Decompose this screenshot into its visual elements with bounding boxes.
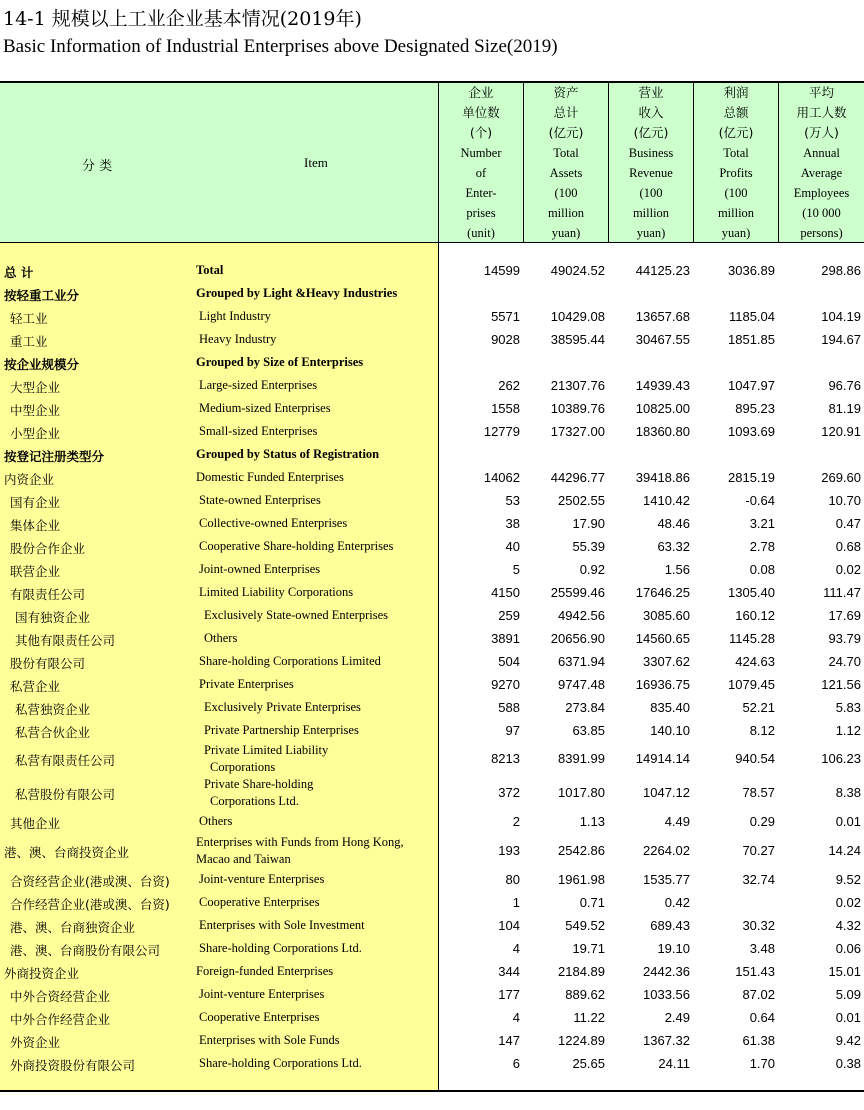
row-label-cn: 按轻重工业分	[4, 288, 80, 303]
cell-number-of-enterprises: 588	[498, 700, 520, 715]
header-line: of	[475, 166, 487, 180]
cell-number-of-enterprises: 4	[512, 941, 520, 956]
cell-number-of-enterprises: 12779	[483, 424, 520, 439]
cell-number-of-enterprises: 4	[512, 1010, 520, 1025]
cell-business-revenue: 14560.65	[635, 631, 690, 646]
cell-number-of-enterprises: 14599	[483, 263, 520, 278]
row-label-cn: 外商投资企业	[4, 966, 80, 981]
cell-total-profits: 1079.45	[728, 677, 775, 692]
cell-business-revenue: 63.32	[657, 539, 690, 554]
page-title-en: Basic Information of Industrial Enterprises above Designated Size(2019)	[3, 36, 558, 57]
cell-total-profits: 1305.40	[728, 585, 775, 600]
row-label-cn: 港、澳、台商股份有限公司	[10, 943, 161, 958]
row-label-cn: 大型企业	[10, 380, 61, 395]
header-item-en: Item	[304, 155, 328, 170]
header-col-annual-average-employees	[778, 83, 864, 242]
row-label-en: Medium-sized Enterprises	[199, 401, 331, 415]
cell-business-revenue: 16936.75	[635, 677, 690, 692]
row-label-en	[204, 776, 313, 810]
row-label-en: Heavy Industry	[199, 332, 277, 346]
cell-annual-average-employees: 120.91	[821, 424, 861, 439]
cell-annual-average-employees: 0.47	[835, 516, 861, 531]
cell-business-revenue: 24.11	[658, 1056, 690, 1071]
cell-total-profits: 61.38	[742, 1033, 775, 1048]
row-label-cn: 外资企业	[10, 1035, 61, 1050]
cell-total-assets: 0.71	[579, 895, 605, 910]
cell-total-profits: 87.02	[742, 987, 775, 1002]
row-label-cn: 联营企业	[10, 564, 61, 579]
row-label-cn: 私营有限责任公司	[15, 753, 116, 768]
header-line: 用工人数	[796, 105, 847, 120]
cell-number-of-enterprises: 104	[498, 918, 520, 933]
cell-annual-average-employees: 106.23	[821, 751, 861, 766]
row-label-cn: 其他企业	[10, 816, 61, 831]
cell-business-revenue: 689.43	[650, 918, 690, 933]
header-line: (亿元)	[633, 125, 669, 140]
cell-number-of-enterprises: 97	[505, 723, 520, 738]
cell-annual-average-employees: 269.60	[821, 470, 861, 485]
header-line: 总额	[723, 105, 749, 120]
row-label-en: Cooperative Enterprises	[199, 1010, 320, 1024]
row-label-en: State-owned Enterprises	[199, 493, 321, 507]
cell-number-of-enterprises: 53	[505, 493, 520, 508]
header-line: 平均	[808, 85, 834, 100]
cell-total-assets: 549.52	[565, 918, 605, 933]
cell-annual-average-employees: 4.32	[835, 918, 861, 933]
cell-annual-average-employees: 15.01	[828, 964, 861, 979]
cell-total-assets: 20656.90	[550, 631, 605, 646]
cell-total-profits: 0.64	[749, 1010, 775, 1025]
row-label-en: Share-holding Corporations Limited	[199, 654, 381, 668]
row-label-en-line: Corporations	[210, 760, 276, 774]
cell-annual-average-employees: 96.76	[828, 378, 861, 393]
cell-number-of-enterprises: 5571	[491, 309, 520, 324]
cell-total-assets: 38595.44	[550, 332, 605, 347]
row-label-en: Joint-owned Enterprises	[199, 562, 321, 576]
cell-total-assets: 25.65	[572, 1056, 605, 1071]
row-label-en: Grouped by Light &Heavy Industries	[196, 286, 398, 300]
cell-business-revenue: 19.10	[657, 941, 690, 956]
cell-annual-average-employees: 0.01	[835, 1010, 861, 1025]
header-line: Annual	[803, 146, 840, 160]
cell-total-assets: 889.62	[565, 987, 605, 1002]
cell-business-revenue: 48.46	[657, 516, 690, 531]
cell-total-profits: 0.29	[749, 814, 775, 829]
cell-number-of-enterprises: 14062	[483, 470, 520, 485]
cell-total-assets: 21307.76	[550, 378, 605, 393]
cell-number-of-enterprises: 8213	[491, 751, 520, 766]
row-label-cn: 港、澳、台商投资企业	[4, 845, 130, 860]
cell-number-of-enterprises: 2	[512, 814, 520, 829]
row-label-cn: 有限责任公司	[10, 587, 86, 602]
row-label-en: Share-holding Corporations Ltd.	[199, 1056, 362, 1070]
cell-number-of-enterprises: 5	[512, 562, 520, 577]
header-line: 总计	[553, 105, 579, 120]
cell-business-revenue: 17646.25	[635, 585, 690, 600]
cell-number-of-enterprises: 147	[498, 1033, 520, 1048]
row-label-en-line: Private Limited Liability	[204, 743, 329, 757]
header-line: Assets	[549, 166, 583, 180]
cell-business-revenue: 1047.12	[643, 785, 690, 800]
row-label-en: Private Enterprises	[199, 677, 294, 691]
table-body	[0, 243, 864, 1090]
row-label-cn: 港、澳、台商独资企业	[10, 920, 136, 935]
cell-annual-average-employees: 298.86	[821, 263, 861, 278]
cell-annual-average-employees: 9.52	[835, 872, 861, 887]
cell-number-of-enterprises: 259	[498, 608, 520, 623]
cell-business-revenue: 10825.00	[635, 401, 690, 416]
row-label-cn: 中外合资经营企业	[10, 989, 111, 1004]
header-line: (100	[724, 186, 748, 200]
cell-total-profits: 70.27	[742, 843, 775, 858]
cell-total-assets: 10429.08	[550, 309, 605, 324]
cell-total-profits: 32.74	[742, 872, 775, 887]
cell-number-of-enterprises: 38	[505, 516, 520, 531]
cell-number-of-enterprises: 80	[505, 872, 520, 887]
cell-business-revenue: 14914.14	[635, 751, 690, 766]
header-line: yuan)	[636, 226, 666, 240]
cell-business-revenue: 30467.55	[635, 332, 690, 347]
cell-total-profits: 1185.04	[728, 309, 775, 324]
cell-number-of-enterprises: 372	[498, 785, 520, 800]
header-line: million	[717, 206, 755, 220]
row-label-en: Limited Liability Corporations	[199, 585, 354, 599]
cell-total-assets: 1961.98	[558, 872, 605, 887]
cell-annual-average-employees: 0.38	[835, 1056, 861, 1071]
header-col-total-profits	[693, 83, 778, 242]
cell-annual-average-employees: 9.42	[835, 1033, 861, 1048]
header-line: Total	[553, 146, 579, 160]
row-label-en: Collective-owned Enterprises	[199, 516, 348, 530]
header-line: Average	[800, 166, 843, 180]
row-label-cn: 集体企业	[10, 518, 61, 533]
row-label-en: Foreign-funded Enterprises	[196, 964, 334, 978]
row-label-cn: 私营企业	[10, 679, 61, 694]
header-col-business-revenue	[608, 83, 693, 242]
row-label-en-line: Private Share-holding	[204, 777, 314, 791]
row-label-cn: 合资经营企业(港或澳、台资)	[10, 874, 170, 889]
cell-total-profits: 940.54	[735, 751, 775, 766]
row-label-cn: 国有独资企业	[15, 610, 91, 625]
row-label-cn: 重工业	[10, 334, 48, 349]
cell-annual-average-employees: 104.19	[821, 309, 861, 324]
row-label-en	[204, 742, 328, 776]
row-label-cn: 外商投资股份有限公司	[10, 1058, 136, 1073]
cell-total-assets: 273.84	[565, 700, 605, 715]
row-label-cn: 轻工业	[10, 311, 48, 326]
cell-business-revenue: 39418.86	[635, 470, 690, 485]
row-label-cn: 总 计	[4, 265, 34, 280]
row-label-en: Enterprises with Sole Investment	[199, 918, 365, 932]
cell-total-assets: 25599.46	[550, 585, 605, 600]
cell-annual-average-employees: 14.24	[828, 843, 861, 858]
row-label-en: Exclusively State-owned Enterprises	[204, 608, 388, 622]
cell-number-of-enterprises: 6	[512, 1056, 520, 1071]
cell-number-of-enterprises: 1558	[491, 401, 520, 416]
cell-total-profits: 1851.85	[728, 332, 775, 347]
cell-total-profits: 1.70	[749, 1056, 775, 1071]
row-label-en	[196, 834, 404, 868]
cell-annual-average-employees: 5.09	[835, 987, 861, 1002]
cell-total-profits: 1145.28	[728, 631, 775, 646]
header-line: yuan)	[551, 226, 581, 240]
row-label-cn: 合作经营企业(港或澳、台资)	[10, 897, 170, 912]
row-label-en: Grouped by Status of Registration	[196, 447, 380, 461]
bottom-rule	[0, 1090, 864, 1092]
header-line: million	[547, 206, 585, 220]
row-label-cn: 私营合伙企业	[15, 725, 91, 740]
header-line: (万人)	[804, 125, 839, 140]
row-label-cn: 小型企业	[10, 426, 61, 441]
cell-annual-average-employees: 0.02	[835, 562, 861, 577]
header-line: 单位数	[462, 105, 500, 120]
cell-total-assets: 1017.80	[558, 785, 605, 800]
cell-total-assets: 4942.56	[558, 608, 605, 623]
header-line: (亿元)	[548, 125, 584, 140]
cell-business-revenue: 4.49	[664, 814, 690, 829]
cell-total-profits: 3.21	[749, 516, 775, 531]
header-line: Profits	[719, 166, 753, 180]
row-label-cn: 中型企业	[10, 403, 61, 418]
header-line: million	[632, 206, 670, 220]
header-line: 企业	[468, 85, 494, 100]
row-label-en: Exclusively Private Enterprises	[204, 700, 361, 714]
header-line: 收入	[638, 105, 664, 120]
header-line: Business	[628, 146, 674, 160]
cell-number-of-enterprises: 3891	[491, 631, 520, 646]
cell-number-of-enterprises: 262	[498, 378, 520, 393]
cell-total-profits: 78.57	[742, 785, 775, 800]
cell-total-assets: 6371.94	[558, 654, 605, 669]
header-line: (unit)	[467, 226, 495, 240]
cell-number-of-enterprises: 40	[505, 539, 520, 554]
cell-total-profits: -0.64	[745, 493, 775, 508]
cell-business-revenue: 835.40	[650, 700, 690, 715]
header-line: yuan)	[721, 226, 751, 240]
header-col-number-of-enterprises	[438, 83, 523, 242]
header-line: (10 000	[802, 206, 841, 220]
cell-total-profits: 151.43	[735, 964, 775, 979]
row-label-cn: 内资企业	[4, 472, 55, 487]
cell-business-revenue: 44125.23	[635, 263, 690, 278]
header-line: prises	[466, 206, 496, 220]
table-header	[0, 83, 864, 243]
cell-total-assets: 0.92	[579, 562, 605, 577]
cell-total-assets: 2542.86	[558, 843, 605, 858]
row-label-cn: 其他有限责任公司	[15, 633, 116, 648]
cell-number-of-enterprises: 9270	[491, 677, 520, 692]
cell-total-profits: 160.12	[735, 608, 775, 623]
cell-number-of-enterprises: 4150	[491, 585, 520, 600]
cell-number-of-enterprises: 177	[498, 987, 520, 1002]
header-col-total-assets	[523, 83, 608, 242]
cell-business-revenue: 1535.77	[643, 872, 690, 887]
cell-total-assets: 10389.76	[550, 401, 605, 416]
header-line: (100	[639, 186, 663, 200]
row-label-en-line: Corporations Ltd.	[210, 794, 299, 808]
cell-business-revenue: 140.10	[650, 723, 690, 738]
cell-business-revenue: 3085.60	[643, 608, 690, 623]
cell-total-assets: 55.39	[572, 539, 605, 554]
cell-annual-average-employees: 194.67	[821, 332, 861, 347]
row-label-cn: 股份合作企业	[10, 541, 86, 556]
cell-total-assets: 17327.00	[550, 424, 605, 439]
row-label-cn: 按企业规模分	[4, 357, 80, 372]
cell-total-assets: 2502.55	[558, 493, 605, 508]
cell-business-revenue: 18360.80	[635, 424, 690, 439]
header-line: (个)	[469, 125, 493, 140]
row-label-en: Light Industry	[199, 309, 271, 323]
cell-number-of-enterprises: 504	[498, 654, 520, 669]
cell-number-of-enterprises: 9028	[491, 332, 520, 347]
cell-annual-average-employees: 0.06	[835, 941, 861, 956]
header-line: 利润	[723, 85, 749, 100]
cell-annual-average-employees: 81.19	[828, 401, 861, 416]
row-label-en: Cooperative Share-holding Enterprises	[199, 539, 394, 553]
row-label-cn: 中外合作经营企业	[10, 1012, 111, 1027]
cell-business-revenue: 2.49	[664, 1010, 690, 1025]
row-label-en: Grouped by Size of Enterprises	[196, 355, 364, 369]
header-line: persons)	[800, 226, 843, 240]
row-label-en-line: Enterprises with Funds from Hong Kong,	[196, 835, 404, 849]
cell-total-assets: 19.71	[572, 941, 605, 956]
cell-total-assets: 17.90	[572, 516, 605, 531]
cell-total-assets: 8391.99	[558, 751, 605, 766]
cell-business-revenue: 1.56	[664, 562, 690, 577]
row-label-en: Cooperative Enterprises	[199, 895, 320, 909]
header-line: Employees	[793, 186, 850, 200]
cell-business-revenue: 2442.36	[643, 964, 690, 979]
row-label-en: Share-holding Corporations Ltd.	[199, 941, 362, 955]
cell-business-revenue: 0.42	[664, 895, 690, 910]
row-label-en: Enterprises with Sole Funds	[199, 1033, 340, 1047]
cell-business-revenue: 1410.42	[643, 493, 690, 508]
row-label-en: Joint-venture Enterprises	[199, 987, 325, 1001]
row-label-cn: 私营独资企业	[15, 702, 91, 717]
cell-total-assets: 63.85	[572, 723, 605, 738]
cell-annual-average-employees: 10.70	[828, 493, 861, 508]
cell-number-of-enterprises: 1	[512, 895, 520, 910]
cell-total-assets: 49024.52	[550, 263, 605, 278]
cell-total-assets: 2184.89	[558, 964, 605, 979]
cell-business-revenue: 3307.62	[643, 654, 690, 669]
cell-total-profits: 3.48	[749, 941, 775, 956]
cell-total-profits: 1047.97	[728, 378, 775, 393]
row-label-en-line: Macao and Taiwan	[196, 852, 291, 866]
cell-business-revenue: 1367.32	[643, 1033, 690, 1048]
cell-annual-average-employees: 93.79	[828, 631, 861, 646]
header-line: Total	[723, 146, 749, 160]
cell-total-profits: 30.32	[742, 918, 775, 933]
header-category-cn: 分 类	[82, 159, 113, 174]
header-line: Revenue	[629, 166, 673, 180]
cell-annual-average-employees: 17.69	[828, 608, 861, 623]
row-label-en: Others	[199, 814, 233, 828]
cell-annual-average-employees: 8.38	[835, 785, 861, 800]
header-line: 营业	[638, 85, 664, 100]
row-label-en: Small-sized Enterprises	[199, 424, 318, 438]
row-label-en: Domestic Funded Enterprises	[196, 470, 344, 484]
header-line: 资产	[553, 85, 579, 100]
cell-total-profits: 424.63	[735, 654, 775, 669]
cell-annual-average-employees: 0.68	[835, 539, 861, 554]
cell-total-profits: 2.78	[749, 539, 775, 554]
row-label-cn: 股份有限公司	[10, 656, 86, 671]
cell-total-profits: 3036.89	[728, 263, 775, 278]
cell-annual-average-employees: 24.70	[828, 654, 861, 669]
cell-annual-average-employees: 0.01	[835, 814, 861, 829]
cell-business-revenue: 1033.56	[643, 987, 690, 1002]
cell-annual-average-employees: 5.83	[835, 700, 861, 715]
row-label-en: Total	[196, 263, 224, 277]
cell-total-assets: 9747.48	[558, 677, 605, 692]
cell-business-revenue: 13657.68	[635, 309, 690, 324]
header-line: Number	[460, 146, 502, 160]
row-label-cn: 按登记注册类型分	[4, 449, 105, 464]
header-line: (100	[554, 186, 578, 200]
header-line: (亿元)	[718, 125, 754, 140]
cell-total-profits: 2815.19	[728, 470, 775, 485]
cell-total-profits: 895.23	[735, 401, 775, 416]
row-label-en: Private Partnership Enterprises	[204, 723, 359, 737]
header-line: Enter-	[465, 186, 497, 200]
page-title-cn: 14-1 规模以上工业企业基本情况(2019年)	[3, 8, 362, 30]
cell-total-profits: 0.08	[749, 562, 775, 577]
cell-total-profits: 1093.69	[728, 424, 775, 439]
cell-total-profits: 8.12	[749, 723, 775, 738]
cell-number-of-enterprises: 344	[498, 964, 520, 979]
row-label-en: Others	[204, 631, 238, 645]
cell-total-assets: 1.13	[579, 814, 605, 829]
row-label-en: Large-sized Enterprises	[199, 378, 318, 392]
cell-business-revenue: 14939.43	[635, 378, 690, 393]
cell-total-assets: 1224.89	[558, 1033, 605, 1048]
cell-annual-average-employees: 1.12	[835, 723, 861, 738]
cell-total-profits: 52.21	[742, 700, 775, 715]
cell-number-of-enterprises: 193	[498, 843, 520, 858]
cell-annual-average-employees: 121.56	[821, 677, 861, 692]
row-label-cn: 私营股份有限公司	[15, 787, 116, 802]
cell-annual-average-employees: 0.02	[835, 895, 861, 910]
row-label-en: Joint-venture Enterprises	[199, 872, 325, 886]
cell-business-revenue: 2264.02	[643, 843, 690, 858]
cell-total-assets: 44296.77	[550, 470, 605, 485]
cell-annual-average-employees: 111.47	[823, 585, 861, 600]
row-label-cn: 国有企业	[10, 495, 61, 510]
cell-total-assets: 11.22	[573, 1010, 605, 1025]
